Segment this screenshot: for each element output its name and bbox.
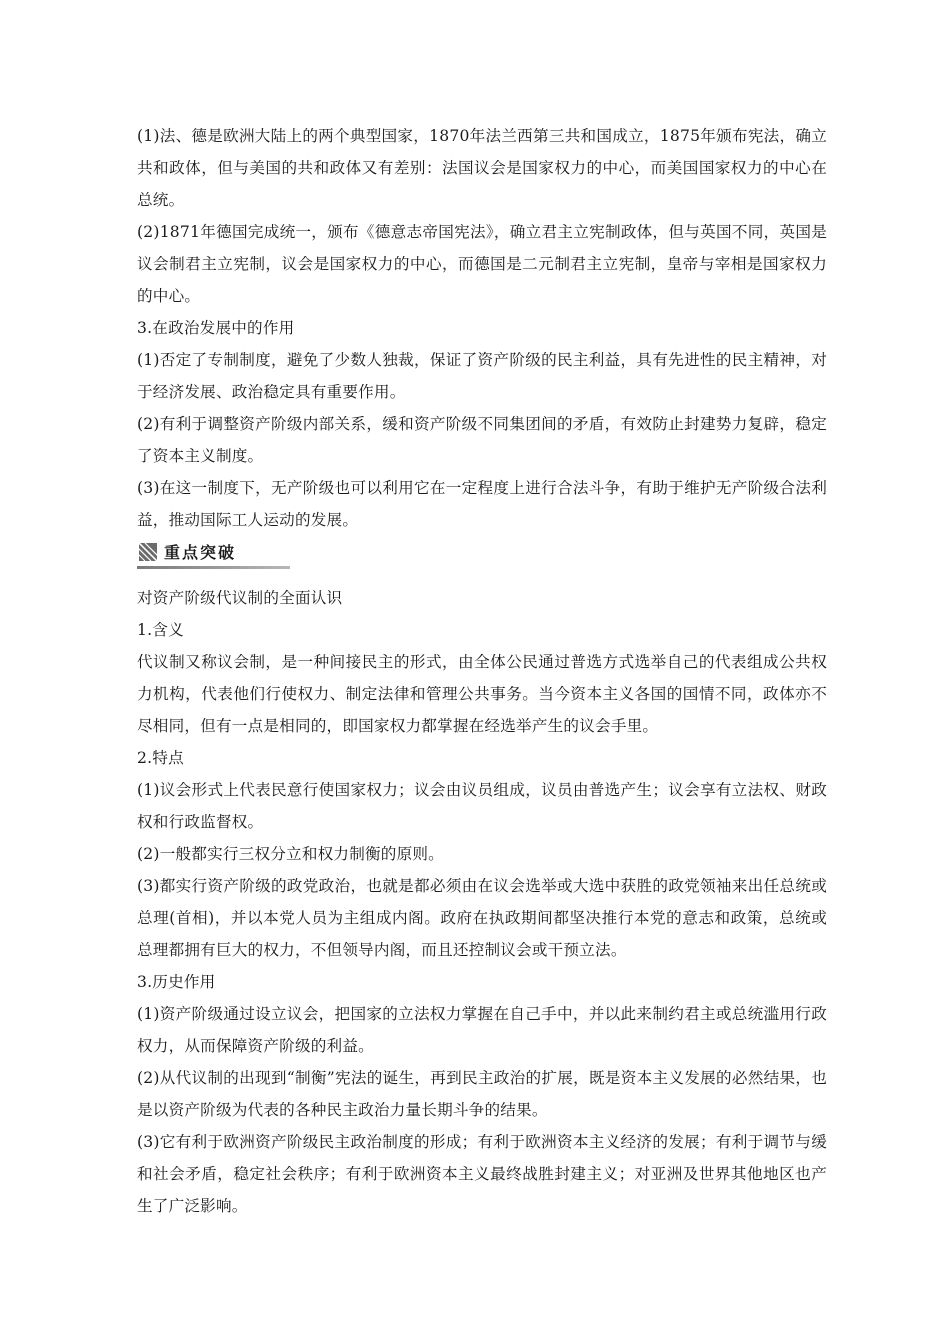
section-header: [137, 538, 827, 572]
paragraph-history-2: (2)从代议制的出现到“制衡”宪法的诞生，再到民主政治的扩展，既是资本主义发展的必然结果，也是以资产阶级为代表的各种民主政治力量长期斗争的结果。: [137, 1069, 827, 1119]
document-page: [137, 120, 827, 1222]
topic-title: 对资产阶级代议制的全面认识: [137, 589, 343, 607]
paragraph-germany-1871: (2)1871年德国完成统一，颁布《德意志帝国宪法》，确立君主立宪制政体，但与英国不同，英国是议会制君主立宪制，议会是国家权力的中心，而德国是二元制君主立宪制，皇帝与宰相是国家权力的中心。: [137, 223, 827, 305]
paragraph-role-1: (1)否定了专制制度，避免了少数人独裁，保证了资产阶级的民主利益，具有先进性的民主精神，对于经济发展、政治稳定具有重要作用。: [137, 351, 827, 401]
paragraph-history-1: (1)资产阶级通过设立议会，把国家的立法权力掌握在自己手中，并以此来制约君主或总统滥用行政权力，从而保障资产阶级的利益。: [137, 1005, 827, 1055]
heading-political-role: 3.在政治发展中的作用: [137, 319, 295, 337]
paragraph-meaning: 代议制又称议会制，是一种间接民主的形式，由全体公民通过普选方式选举自己的代表组成公共权力机构，代表他们行使权力、制定法律和管理公共事务。当今资本主义各国的国情不同，政体亦不尽相同，但有一点是相同的，即国家权力都掌握在经选举产生的议会手里。: [137, 653, 827, 735]
diagonal-stripes-icon: [139, 543, 157, 561]
section-title: 重点突破: [164, 543, 237, 562]
paragraph-feature-2: (2)一般都实行三权分立和权力制衡的原则。: [137, 845, 444, 863]
paragraph-feature-3: (3)都实行资产阶级的政党政治，也就是都必须由在议会选举或大选中获胜的政党领袖来出任总统或总理(首相)，并以本党人员为主组成内阁。政府在执政期间都坚决推行本党的意志和政策，总统或总理都拥有巨大的权力，不但领导内阁，而且还控制议会或干预立法。: [137, 877, 827, 959]
paragraph-role-3: (3)在这一制度下，无产阶级也可以利用它在一定程度上进行合法斗争，有助于维护无产阶级合法利益，推动国际工人运动的发展。: [137, 479, 827, 529]
paragraph-history-3: (3)它有利于欧洲资产阶级民主政治制度的形成；有利于欧洲资本主义经济的发展；有利于调节与缓和社会矛盾，稳定社会秩序；有利于欧洲资本主义最终战胜封建主义；对亚洲及世界其他地区也产生了广泛影响。: [137, 1133, 827, 1215]
heading-historical-role: 3.历史作用: [137, 973, 216, 991]
paragraph-role-2: (2)有利于调整资产阶级内部关系，缓和资产阶级不同集团间的矛盾，有效防止封建势力复辟，稳定了资本主义制度。: [137, 415, 827, 465]
paragraph-feature-1: (1)议会形式上代表民意行使国家权力；议会由议员组成，议员由普选产生；议会享有立法权、财政权和行政监督权。: [137, 781, 827, 831]
section-underline: [137, 566, 290, 569]
heading-features: 2.特点: [137, 749, 184, 767]
paragraph-france-germany: (1)法、德是欧洲大陆上的两个典型国家，1870年法兰西第三共和国成立，1875年颁布宪法，确立共和政体，但与美国的共和政体又有差别：法国议会是国家权力的中心，而美国国家权力的中心在总统。: [137, 127, 827, 209]
heading-meaning: 1.含义: [137, 621, 184, 639]
